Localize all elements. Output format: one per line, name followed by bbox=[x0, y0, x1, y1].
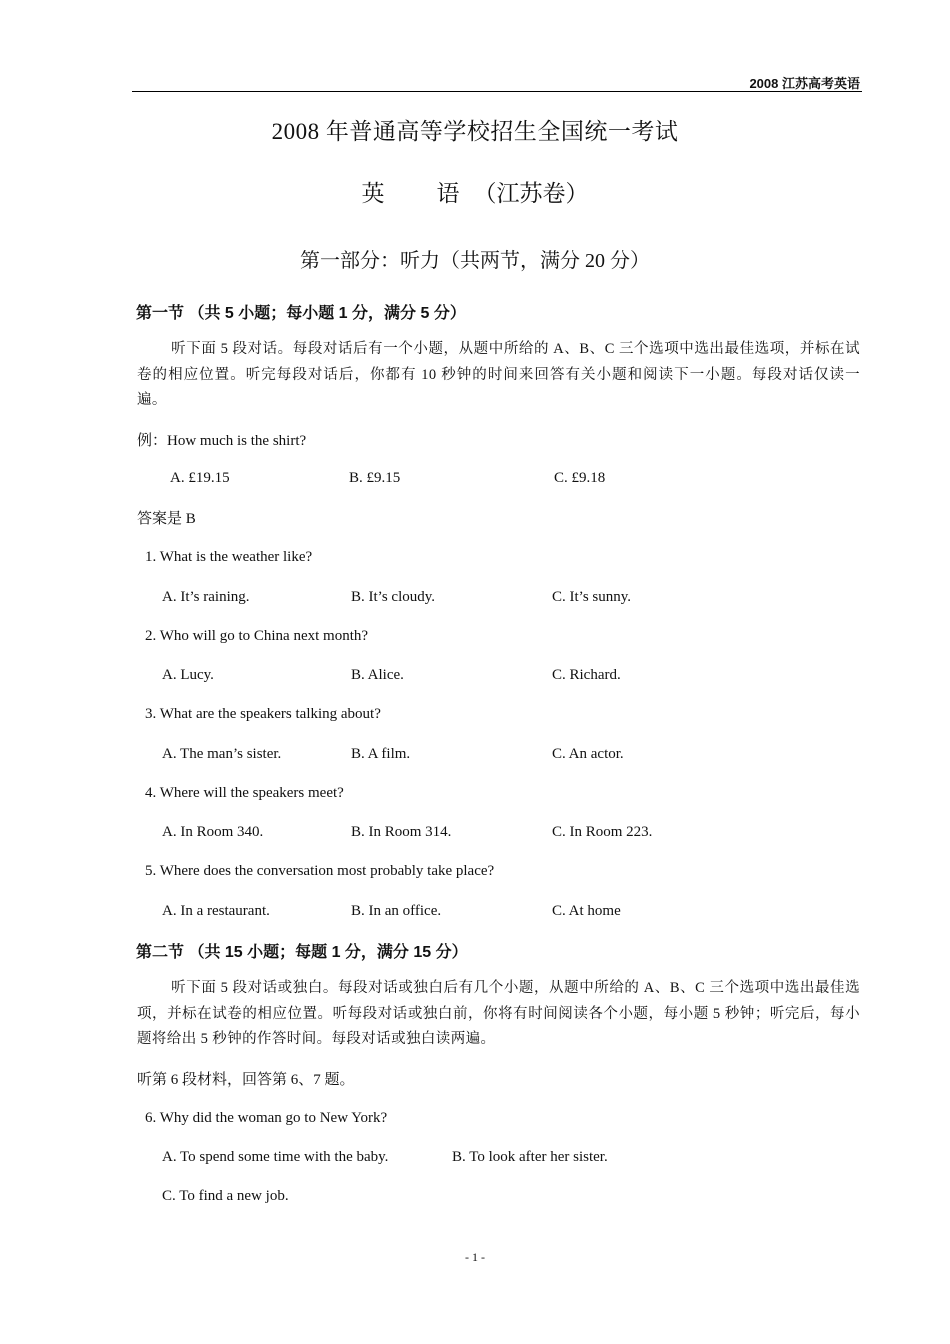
q5-option-c: C. At home bbox=[552, 903, 621, 919]
header-rule bbox=[132, 91, 862, 92]
q4-option-b: B. In Room 314. bbox=[351, 824, 452, 840]
material-note: 听第 6 段材料，回答第 6、7 题。 bbox=[137, 1072, 355, 1088]
q2-option-c: C. Richard. bbox=[552, 667, 621, 683]
part-title: 第一部分：听力（共两节，满分 20 分） bbox=[300, 250, 650, 272]
question-2: 2. Who will go to China next month? bbox=[145, 628, 369, 644]
section2-heading: 第二节 （共 15 小题；每题 1 分，满分 15 分） bbox=[136, 944, 468, 961]
question-4: 4. Where will the speakers meet? bbox=[145, 785, 344, 801]
q4-option-a: A. In Room 340. bbox=[162, 824, 264, 840]
q4-option-c: C. In Room 223. bbox=[552, 824, 653, 840]
q2-option-a: A. Lucy. bbox=[162, 667, 214, 683]
subject-char-2: 语 bbox=[436, 181, 460, 206]
subject-char-1: 英 bbox=[361, 181, 385, 206]
q3-option-b: B. A film. bbox=[351, 746, 411, 762]
q6-option-c: C. To find a new job. bbox=[162, 1188, 289, 1204]
q5-option-a: A. In a restaurant. bbox=[162, 903, 270, 919]
section1-heading: 第一节 （共 5 小题；每小题 1 分，满分 5 分） bbox=[136, 305, 466, 322]
q5-option-b: B. In an office. bbox=[351, 903, 442, 919]
example-answer: 答案是 B bbox=[137, 511, 196, 527]
section1-instructions bbox=[137, 337, 860, 414]
example-option-b: B. £9.15 bbox=[349, 470, 401, 486]
running-header: 2008 江苏高考英语 bbox=[749, 76, 860, 91]
exam-title: 2008 年普通高等学校招生全国统一考试 bbox=[271, 119, 679, 144]
q1-option-b: B. It’s cloudy. bbox=[351, 589, 436, 605]
q1-option-a: A. It’s raining. bbox=[162, 589, 250, 605]
question-5: 5. Where does the conversation most probably take place? bbox=[145, 863, 495, 879]
example-question: 例：How much is the shirt? bbox=[137, 433, 307, 449]
subject-province: （江苏卷） bbox=[473, 181, 589, 206]
q1-option-c: C. It’s sunny. bbox=[552, 589, 632, 605]
section1-instructions-text: 听下面 5 段对话。每段对话后有一个小题，从题中所给的 A、B、C 三个选项中选出最佳选项，并标在试卷的相应位置。听完每段对话后，你都有 10 秒钟的时间来回答有关小题和阅读下一小题。每段对话仅读一遍。 bbox=[137, 341, 860, 408]
q3-option-c: C. An actor. bbox=[552, 746, 624, 762]
q3-option-a: A. The man’s sister. bbox=[162, 746, 282, 762]
q2-option-b: B. Alice. bbox=[351, 667, 404, 683]
example-option-a: A. £19.15 bbox=[170, 470, 230, 486]
question-1: 1. What is the weather like? bbox=[145, 549, 313, 565]
example-option-c: C. £9.18 bbox=[554, 470, 606, 486]
page-number: - 1 - bbox=[465, 1250, 485, 1264]
question-3: 3. What are the speakers talking about? bbox=[145, 706, 381, 722]
section2-instructions-text: 听下面 5 段对话或独白。每段对话或独白后有几个小题，从题中所给的 A、B、C 三个选项中选出最佳选项，并标在试卷的相应位置。听每段对话或独白前，你将有时间阅读各个小题，每小题 5 秒钟；听完后，每小题将给出 5 秒钟的作答时间。每段对话或独白读两遍。 bbox=[137, 980, 860, 1047]
question-6: 6. Why did the woman go to New York? bbox=[145, 1110, 388, 1126]
q6-option-a: A. To spend some time with the baby. bbox=[162, 1149, 389, 1165]
section2-instructions bbox=[137, 976, 860, 1053]
q6-option-b: B. To look after her sister. bbox=[452, 1149, 608, 1165]
subject-title bbox=[0, 175, 950, 208]
